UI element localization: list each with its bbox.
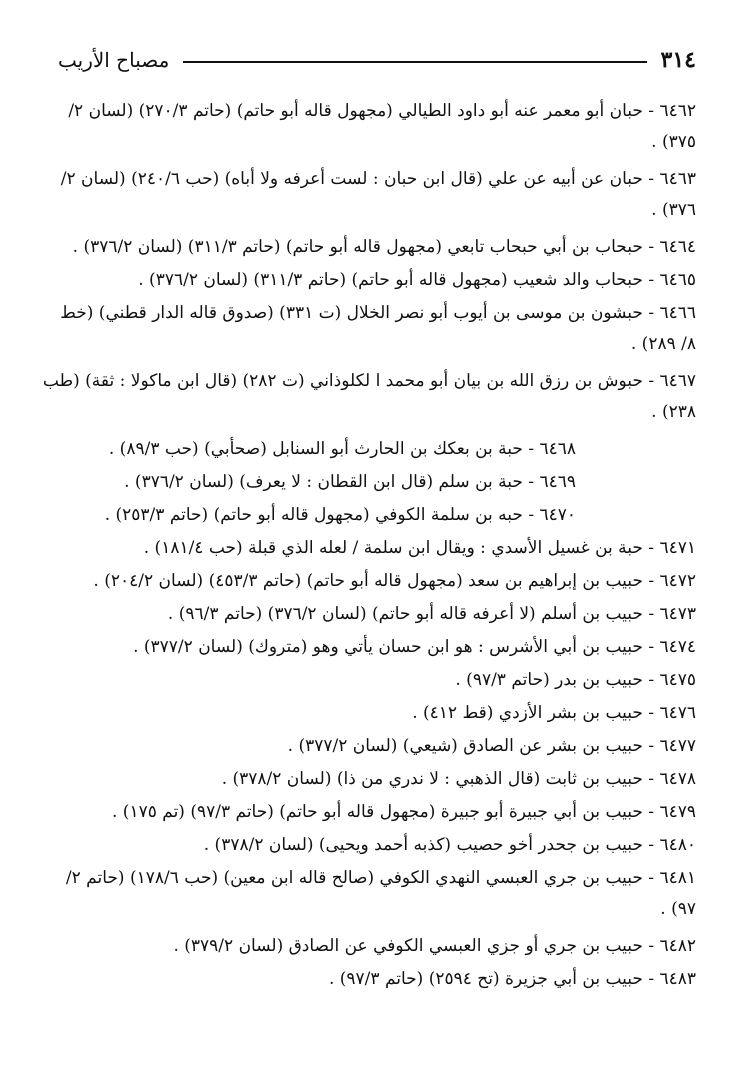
entry-6462: ٦٤٦٢ - حبان أبو معمر عنه أبو داود الطيالي (مجهول قاله أبو حاتم) (حاتم ٢٧٠/٣) (لسان ٢/ ٣٧٥) . (68, 101, 696, 152)
entry-6481: ٦٤٨١ - حبيب بن جري العبسي النهدي الكوفي (صالح قاله ابن معين) (حب ١٧٨/٦) (حاتم ٢/ ٩٧) . (65, 868, 696, 919)
entry-6473: ٦٤٧٣ - حبيب بن أسلم (لا أعرفه قاله أبو حاتم) (لسان ٣٧٦/٢) (حاتم ٩٦/٣) . (167, 604, 696, 624)
header-rule (183, 61, 646, 63)
entry-6476: ٦٤٧٦ - حبيب بن بشر الأزدي (قط ٤١٢) . (412, 703, 696, 723)
entry-6468: ٦٤٦٨ - حبة بن بعكك بن الحارث أبو السنابل (صحأبي) (حب ٨٩/٣) . (108, 439, 576, 459)
entry-6464: ٦٤٦٤ - حبحاب بن أبي حبحاب تابعي (مجهول قاله أبو حاتم) (حاتم ٣١١/٣) (لسان ٣٧٦/٢) . (72, 237, 696, 257)
entry-6483: ٦٤٨٣ - حبيب بن أبي جزيرة (تح ٢٥٩٤) (حاتم ٩٧/٣) . (328, 969, 696, 989)
entry-6472: ٦٤٧٢ - حبيب بن إبراهيم بن سعد (مجهول قاله أبو حاتم) (حاتم ٤٥٣/٣) (لسان ٢٠٤/٢) . (93, 571, 696, 591)
entry-6467: ٦٤٦٧ - حبوش بن رزق الله بن بيان أبو محمد ا لكلوذاني (ت ٢٨٢) (قال ابن ماكولا : ثقة) (طب ٢٣٨) . (42, 371, 696, 422)
entry-6466: ٦٤٦٦ - حبشون بن موسى بن أيوب أبو نصر الخلال (ت ٣٣١) (صدوق قاله الدار قطني) (خط ٨/ ٢٨٩) . (60, 303, 696, 354)
entry-6480: ٦٤٨٠ - حبيب بن جحدر أخو حصيب (كذبه أحمد ويحيى) (لسان ٣٧٨/٢) . (203, 835, 696, 855)
entry-6479: ٦٤٧٩ - حبيب بن أبي جبيرة أبو جبيرة (مجهول قاله أبو حاتم) (حاتم ٩٧/٣) (تم ١٧٥) . (112, 802, 696, 822)
entry-6474: ٦٤٧٤ - حبيب بن أبي الأشرس : هو ابن حسان يأتي وهو (متروك) (لسان ٣٧٧/٢) . (133, 637, 696, 657)
entry-6471: ٦٤٧١ - حبة بن غسيل الأسدي : ويقال ابن سلمة / لعله الذي قبلة (حب ١٨١/٤) . (143, 538, 696, 558)
entry-6475: ٦٤٧٥ - حبيب بن بدر (حاتم ٩٧/٣) . (455, 670, 696, 690)
page-header (58, 40, 696, 80)
page-number: ٣١٤ (660, 47, 696, 73)
entry-6465: ٦٤٦٥ - حبحاب والد شعيب (مجهول قاله أبو حاتم) (حاتم ٣١١/٣) (لسان ٣٧٦/٢) . (138, 270, 696, 290)
running-title: مصباح الأريب (58, 48, 170, 72)
entry-6463: ٦٤٦٣ - حبان عن أبيه عن علي (قال ابن حبان : لست أعرفه ولا أباه) (حب ٢٤٠/٦) (لسان ٢/ ٣٧٦) . (60, 169, 696, 220)
entry-6478: ٦٤٧٨ - حبيب بن ثابت (قال الذهبي : لا ندري من ذا) (لسان ٣٧٨/٢) . (221, 769, 696, 789)
entry-6482: ٦٤٨٢ - حبيب بن جري أو جزي العبسي الكوفي عن الصادق (لسان ٣٧٩/٢) . (173, 936, 696, 956)
entry-6477: ٦٤٧٧ - حبيب بن بشر عن الصادق (شيعي) (لسان ٣٧٧/٢) . (287, 736, 696, 756)
entry-6470: ٦٤٧٠ - حبه بن سلمة الكوفي (مجهول قاله أبو حاتم) (حاتم ٢٥٣/٣) . (104, 505, 576, 525)
entry-list (40, 96, 696, 997)
entry-6469: ٦٤٦٩ - حبة بن سلم (قال ابن القطان : لا يعرف) (لسان ٣٧٦/٢) . (124, 472, 576, 492)
